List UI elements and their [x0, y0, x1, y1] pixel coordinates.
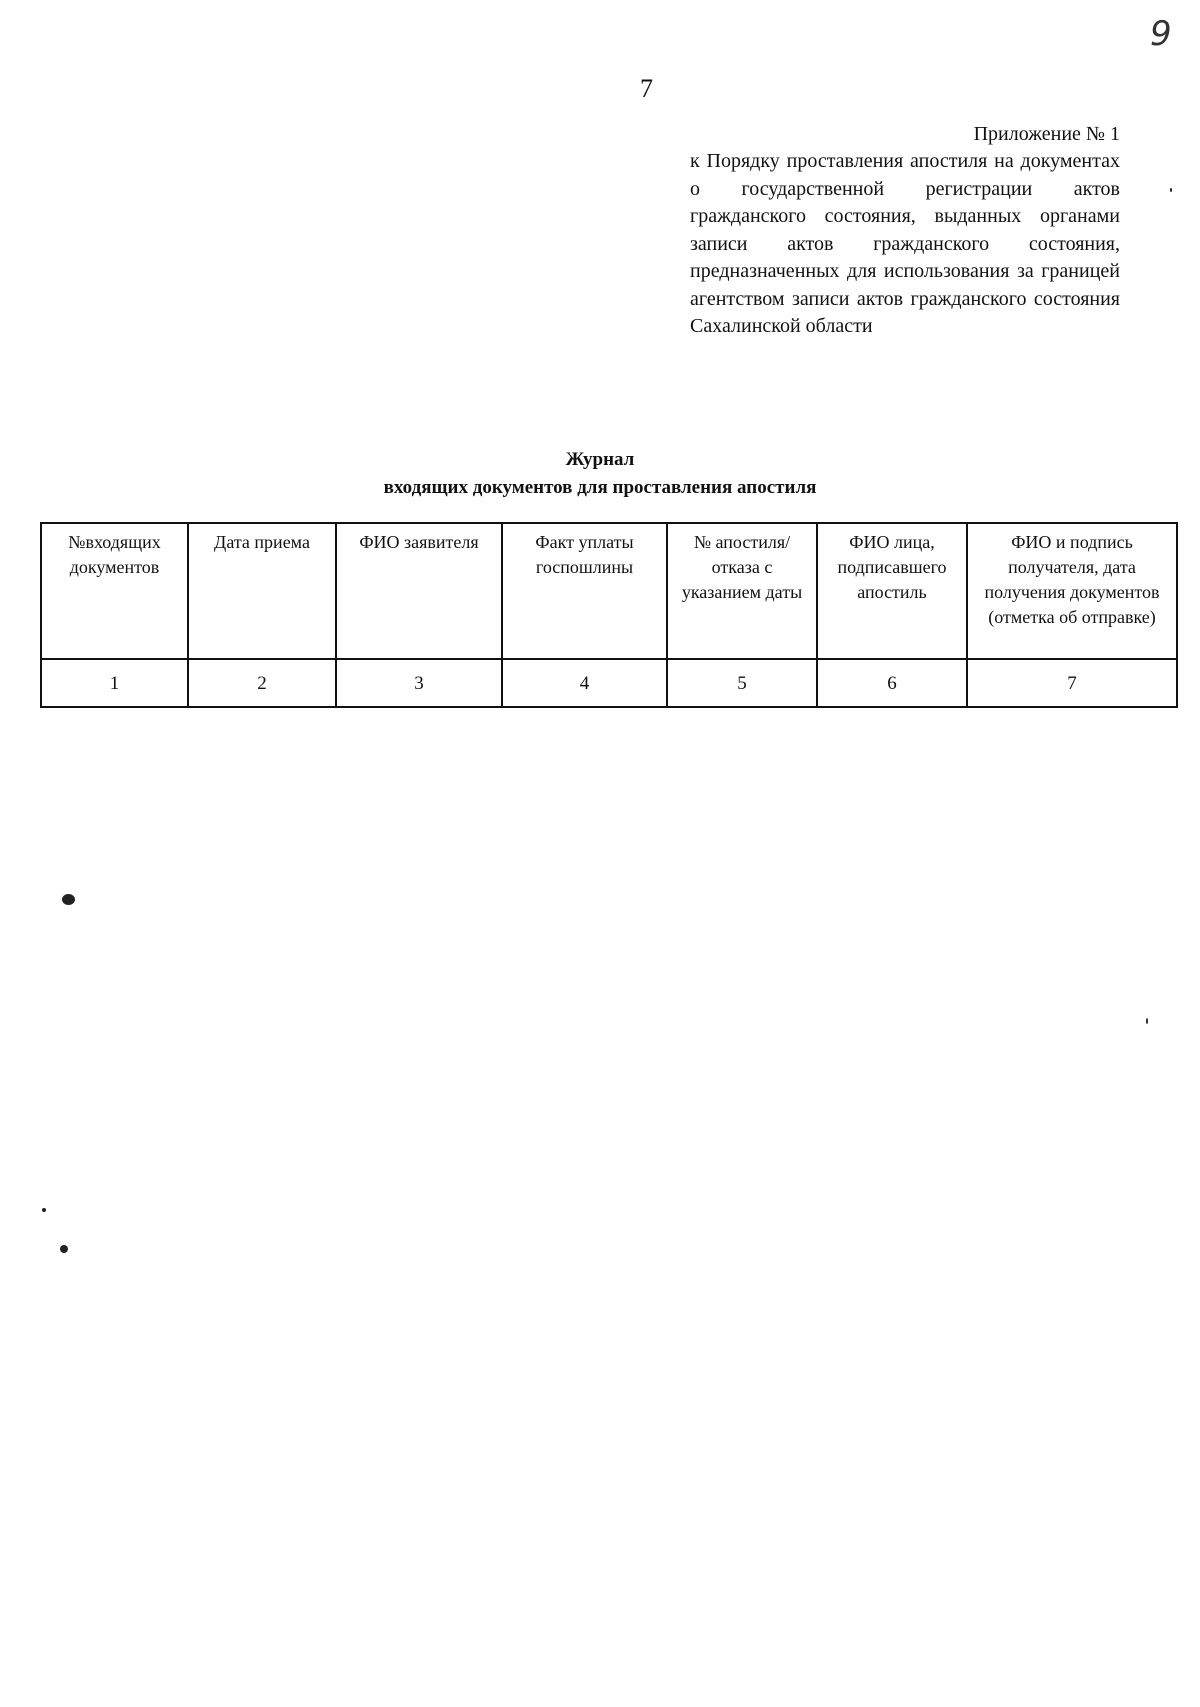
column-number: 3 — [336, 659, 502, 707]
scan-speck — [62, 894, 75, 905]
column-header: ФИО заявителя — [336, 523, 502, 659]
column-number: 6 — [817, 659, 967, 707]
journal-table — [40, 522, 1178, 708]
column-number: 5 — [667, 659, 817, 707]
scan-speck — [1170, 188, 1172, 192]
column-number: 1 — [41, 659, 188, 707]
column-header: №входящих документов — [41, 523, 188, 659]
column-number: 4 — [502, 659, 667, 707]
appendix-body: к Порядку проставления апостиля на документах о государственной регистрации актов гражданского состояния, выданных органами записи актов гражданского состояния, предназначенных для использования за границей агентством записи актов гражданского состояния Сахалинской области — [690, 150, 1120, 337]
column-number: 2 — [188, 659, 336, 707]
journal-title-line-1: Журнал — [565, 449, 635, 470]
scan-speck — [42, 1208, 46, 1212]
column-header: Дата приема — [188, 523, 336, 659]
table-number-row — [41, 659, 1177, 707]
table-header-row — [41, 523, 1177, 659]
journal-title — [300, 446, 900, 502]
column-header: ФИО и подпись получателя, дата получения документов (отметка об отправке) — [967, 523, 1177, 659]
appendix-title: Приложение № 1 — [973, 123, 1120, 145]
column-header: Факт уплаты госпошлины — [502, 523, 667, 659]
column-number: 7 — [967, 659, 1177, 707]
column-header: ФИО лица, подписавшего апостиль — [817, 523, 967, 659]
scan-speck — [60, 1245, 68, 1253]
column-header: № апостиля/ отказа с указанием даты — [667, 523, 817, 659]
scan-speck — [1146, 1018, 1148, 1024]
journal-title-line-2: входящих документов для проставления апостиля — [383, 477, 817, 498]
handwritten-page-number: 9 — [1150, 14, 1172, 54]
page-number: 7 — [640, 74, 653, 103]
